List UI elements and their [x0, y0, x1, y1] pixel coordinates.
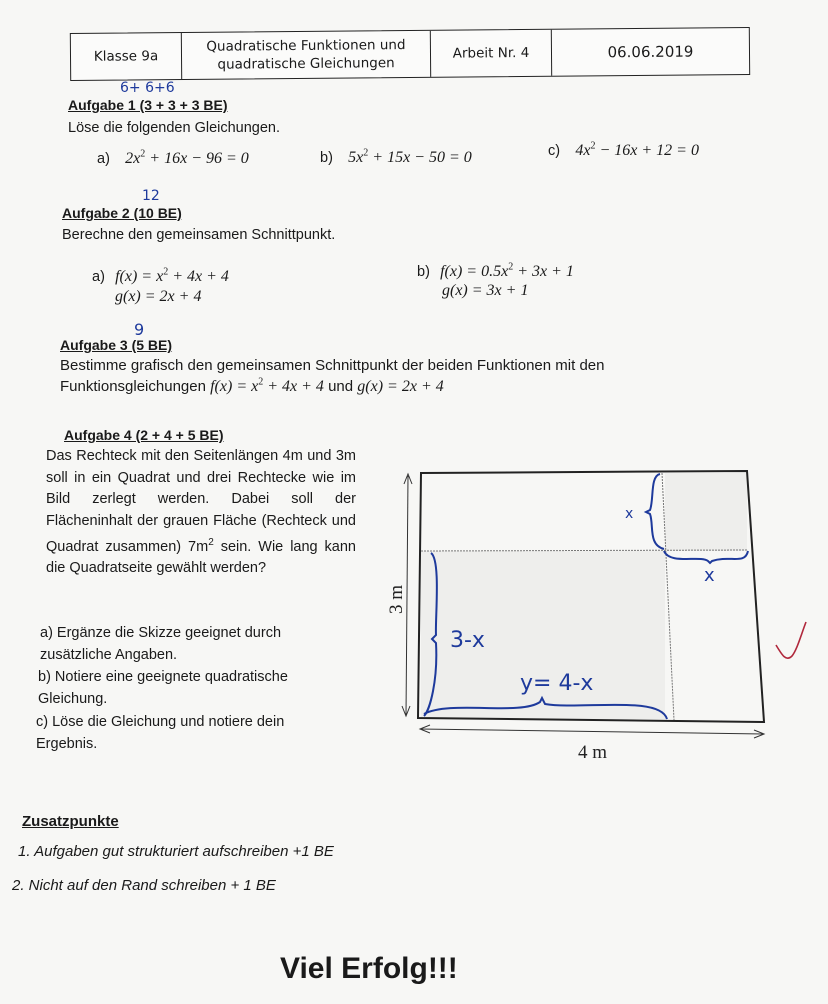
width-arrow [420, 729, 764, 734]
label: b) [320, 150, 333, 166]
class-text: Klasse 9a [93, 48, 159, 65]
hand-points-1: 6+ 6+6 [120, 80, 175, 96]
hand-points-2: 12 [142, 188, 160, 204]
hand-width: y= 4-x [520, 671, 594, 696]
width-label: 4 m [578, 742, 608, 763]
gray-square [665, 473, 747, 551]
hand-height: 3-x [450, 628, 485, 653]
aufgabe3-line1: Bestimme grafisch den gemeinsamen Schnittpunkt der beiden Funktionen mit den [60, 357, 605, 374]
aufgabe1-instruction: Löse die folgenden Gleichungen. [68, 120, 281, 136]
label: c) [548, 143, 561, 159]
g: g(x) = 3x + 1 [442, 282, 529, 299]
g: g(x) = 2x + 4 [115, 288, 202, 305]
text: und [323, 378, 358, 395]
text-post: sein. Wie lang kann die Quadratseite gewählt werden? [46, 538, 356, 577]
line: b) Notiere eine geeignete quadratische [38, 669, 288, 685]
f-pre: f(x) = x [115, 268, 164, 285]
exam-text: Arbeit Nr. 4 [452, 44, 530, 62]
aufgabe1-title: Aufgabe 1 (3 + 3 + 3 BE) [68, 97, 228, 113]
f-post: + 4x + 4 [263, 378, 324, 395]
line: Gleichung. [38, 690, 108, 707]
hand-x-top: x [625, 506, 634, 522]
eq-sup: 2 [363, 147, 369, 159]
check-mark-icon [776, 622, 806, 658]
text-pre: Das Rechteck mit den Seitenlängen 4m und 3m soll in ein Quadrat und drei Rechtecke wie im Bild zerlegt werden. Dabei soll der Flächeninhalt der grauen Fläche (Rechteck und Quadrat zusammen) 7m [46, 448, 356, 555]
closing-text: Viel Erfolg!!! [280, 952, 458, 985]
line: a) Ergänze die Skizze geeignet durch [40, 625, 282, 641]
hand-x-side: x [704, 565, 715, 586]
f-sup: 2 [508, 261, 514, 273]
aufgabe4-title: Aufgabe 4 (2 + 4 + 5 BE) [64, 427, 224, 443]
zusatz-item-1: 1. Aufgaben gut strukturiert aufschreiben +1 BE [18, 843, 334, 860]
eq-sup: 2 [590, 140, 596, 152]
eq-post: + 15x − 50 = 0 [368, 149, 472, 166]
topic-line2: quadratische Gleichungen [217, 55, 395, 73]
f-pre: f(x) = 0.5x [440, 263, 509, 280]
line: c) Löse die Gleichung und notiere dein [36, 714, 285, 730]
f-pre: f(x) = x [210, 378, 259, 395]
g: g(x) = 2x + 4 [357, 378, 444, 395]
height-label: 3 m [386, 584, 407, 614]
eq-post: − 16x + 12 = 0 [595, 142, 699, 159]
f-post: + 4x + 4 [168, 268, 229, 285]
date-text: 06.06.2019 [607, 42, 694, 62]
topic-line1: Quadratische Funktionen und [206, 37, 406, 55]
label: b) [417, 264, 430, 280]
eq-pre: 2x [125, 150, 141, 167]
eq-post: + 16x − 96 = 0 [145, 150, 249, 167]
hand-points-3: 9 [134, 320, 145, 339]
aufgabe2-title: Aufgabe 2 (10 BE) [62, 205, 182, 221]
f-sup: 2 [163, 266, 169, 278]
text: Funktionsgleichungen [60, 378, 211, 395]
eq-pre: 4x [575, 142, 591, 159]
f-sup: 2 [258, 376, 264, 388]
zusatz-item-2: 2. Nicht auf den Rand schreiben + 1 BE [12, 877, 276, 894]
f-post: + 3x + 1 [513, 263, 574, 280]
line: zusätzliche Angaben. [40, 646, 178, 663]
eq-pre: 5x [348, 149, 364, 166]
line: Ergebnis. [36, 735, 98, 752]
text-sup: 2 [208, 537, 214, 548]
eq-sup: 2 [140, 148, 146, 160]
aufgabe2-instruction: Berechne den gemeinsamen Schnittpunkt. [62, 227, 336, 243]
label: a) [92, 269, 105, 285]
zusatz-title: Zusatzpunkte [22, 813, 119, 830]
label: a) [97, 151, 110, 167]
aufgabe3-title: Aufgabe 3 (5 BE) [60, 337, 173, 353]
